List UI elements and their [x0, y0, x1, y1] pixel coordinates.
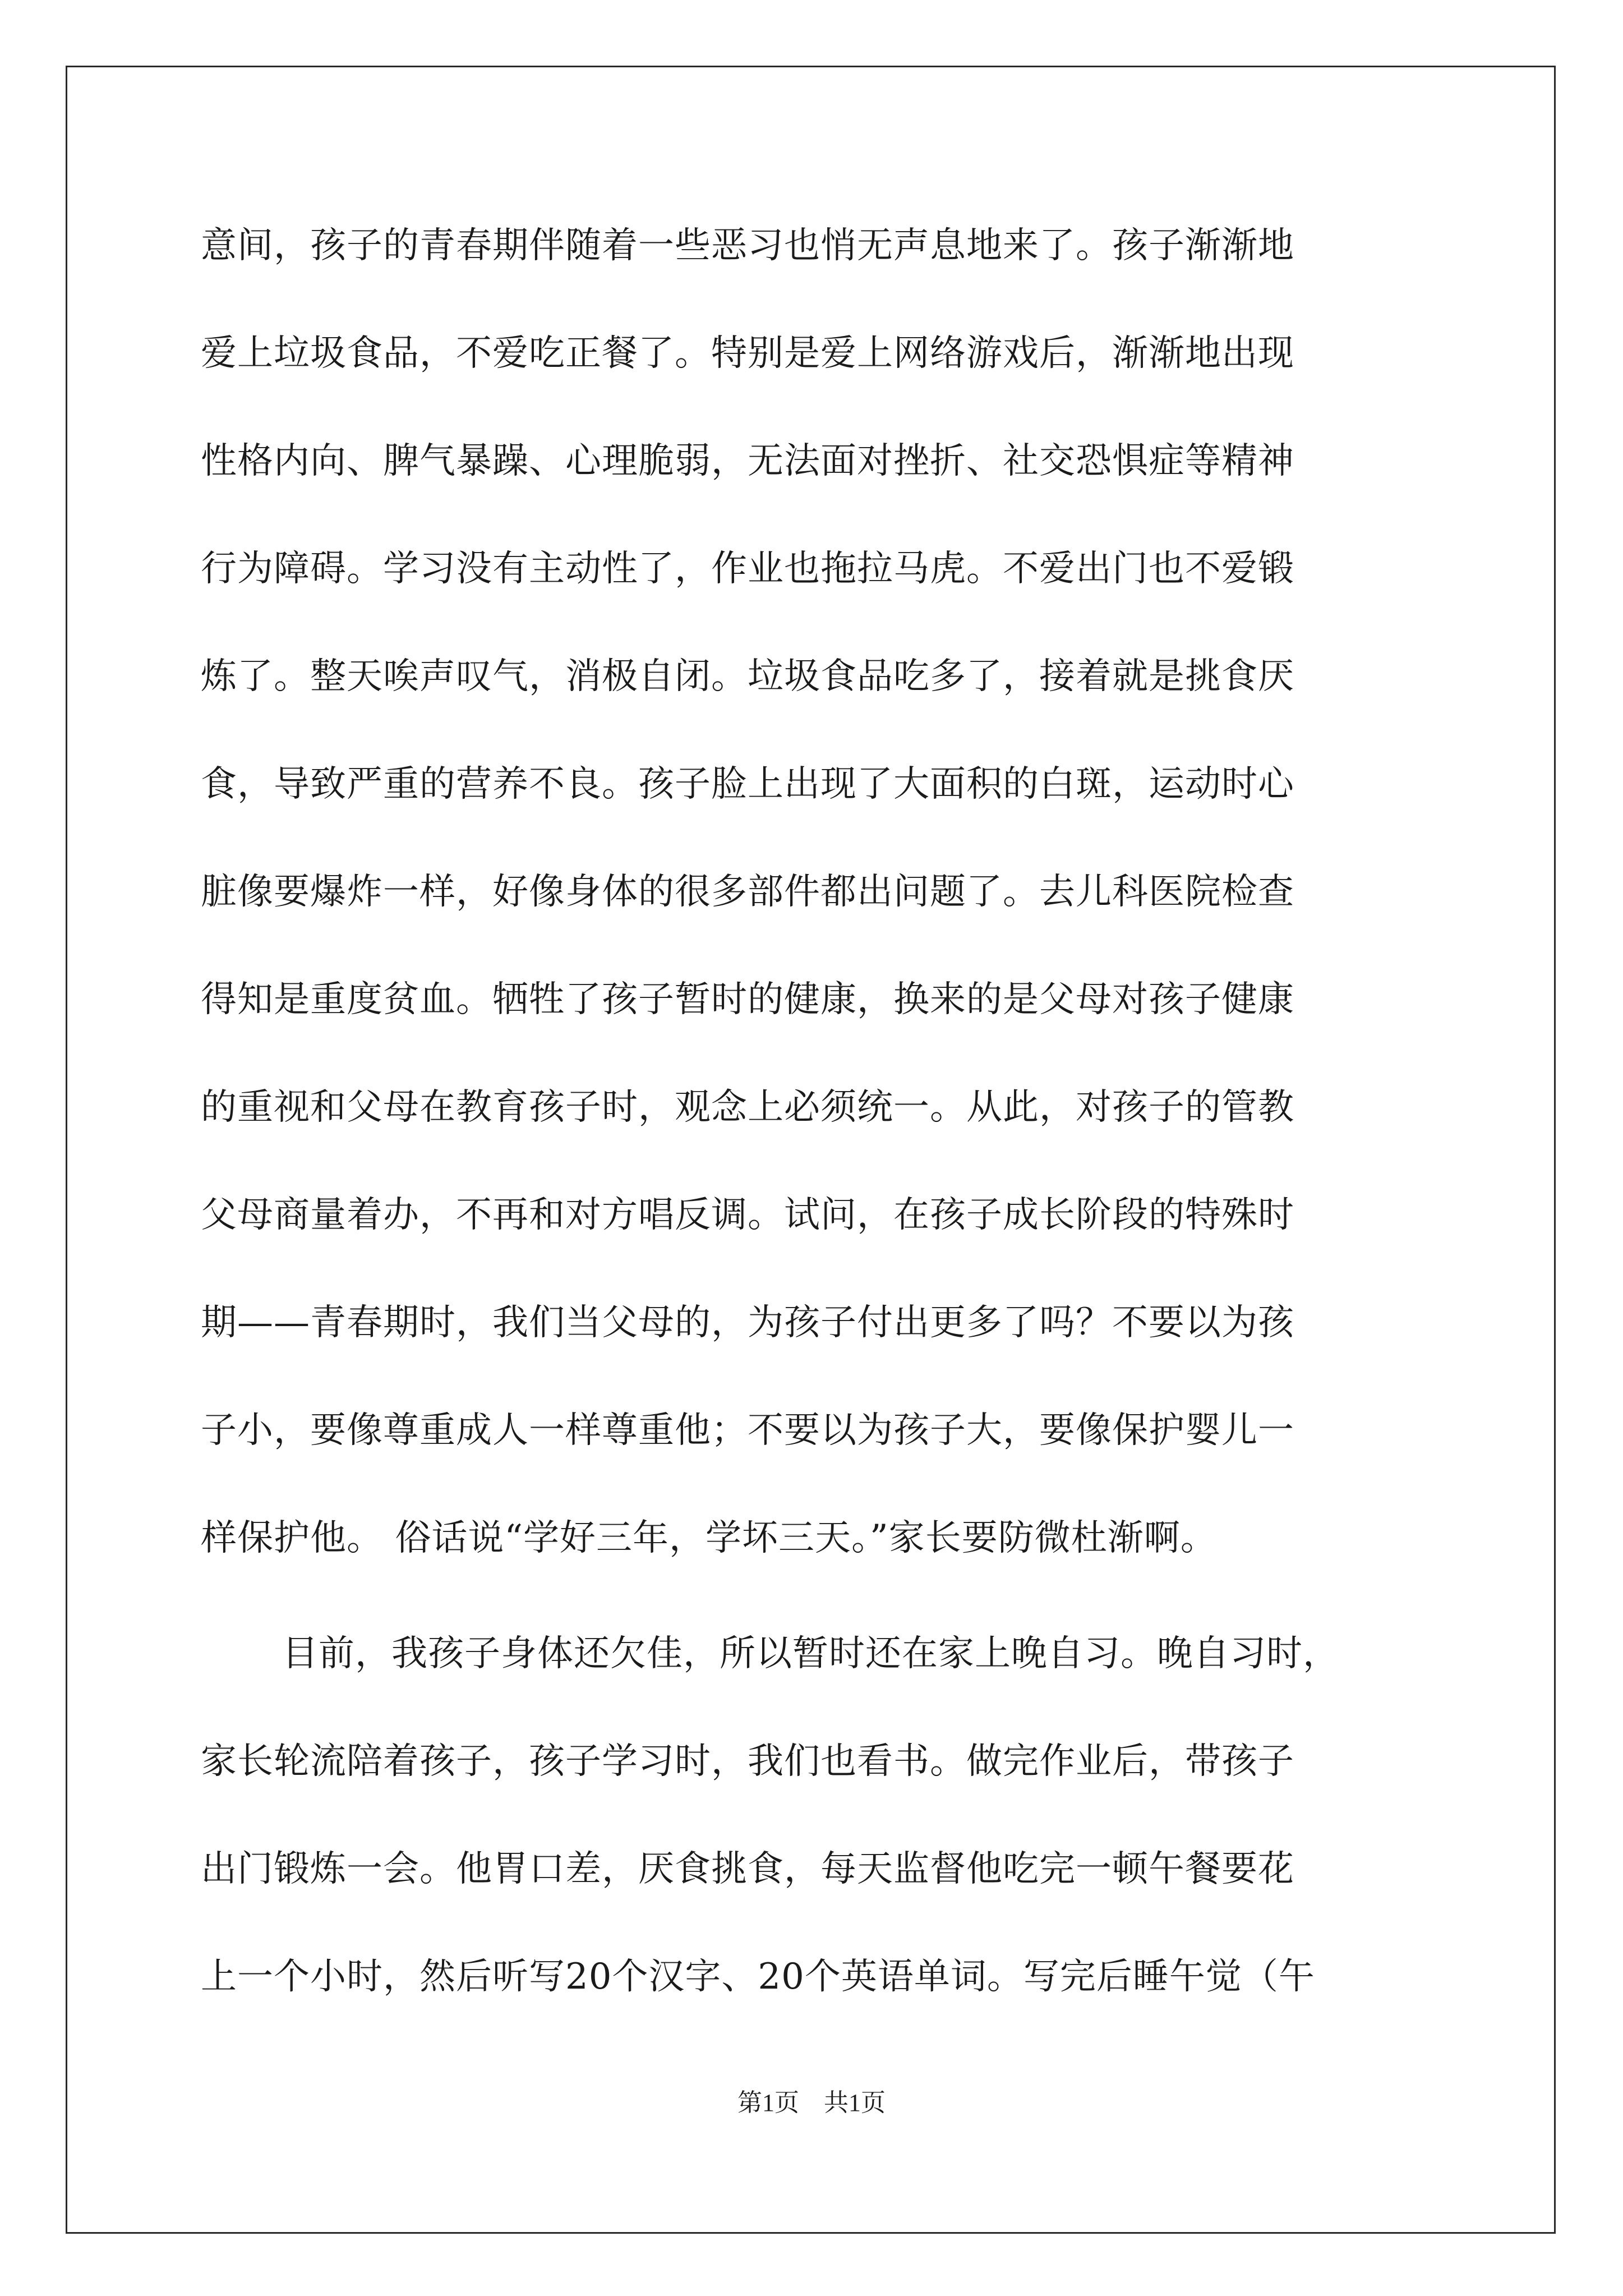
text-line: 子小，要像尊重成人一样尊重他；不要以为孩子大，要像保护婴儿一: [201, 1410, 1294, 1451]
text-line: 家长轮流陪着孩子，孩子学习时，我们也看书。做完作业后，带孩子: [201, 1741, 1294, 1782]
text-line: 上一个小时，然后听写20个汉字、20个英语单词。写完后睡午觉（午: [201, 1956, 1315, 1998]
page-footer: 第1页 共1页: [737, 2089, 886, 2116]
paragraph-first-line: 目前，我孩子身体还欠佳，所以暂时还在家上晚自习。晚自习时，: [282, 1633, 1339, 1674]
text-line: 意间，孩子的青春期伴随着一些恶习也悄无声息地来了。孩子渐渐地: [201, 225, 1294, 266]
text-line: 性格内向、脾气暴躁、心理脆弱，无法面对挫折、社交恐惧症等精神: [201, 440, 1294, 482]
text-line: 父母商量着办，不再和对方唱反调。试问，在孩子成长阶段的特殊时: [201, 1194, 1294, 1236]
text-line: 脏像要爆炸一样，好像身体的很多部件都出问题了。去儿科医院检查: [201, 871, 1294, 913]
page-border: [66, 66, 1556, 2234]
text-line: 样保护他。 俗话说“学好三年，学坏三天。”家长要防微杜渐啊。: [201, 1517, 1217, 1559]
text-line: 出门锻炼一会。他胃口差，厌食挑食，每天监督他吃完一顿午餐要花: [201, 1848, 1294, 1890]
text-line: 的重视和父母在教育孩子时，观念上必须统一。从此，对孩子的管教: [201, 1087, 1294, 1128]
text-line: 行为障碍。学习没有主动性了，作业也拖拉马虎。不爱出门也不爱锻: [201, 548, 1294, 590]
text-line: 炼了。整天唉声叹气，消极自闭。垃圾食品吃多了，接着就是挑食厌: [201, 656, 1294, 697]
text-line: 食，导致严重的营养不良。孩子脸上出现了大面积的白斑，运动时心: [201, 763, 1294, 805]
text-line: 得知是重度贫血。牺牲了孩子暂时的健康，换来的是父母对孩子健康: [201, 979, 1294, 1020]
text-line: 期——青春期时，我们当父母的，为孩子付出更多了吗？不要以为孩: [201, 1302, 1294, 1343]
text-line: 爱上垃圾食品，不爱吃正餐了。特别是爱上网络游戏后，渐渐地出现: [201, 333, 1294, 374]
